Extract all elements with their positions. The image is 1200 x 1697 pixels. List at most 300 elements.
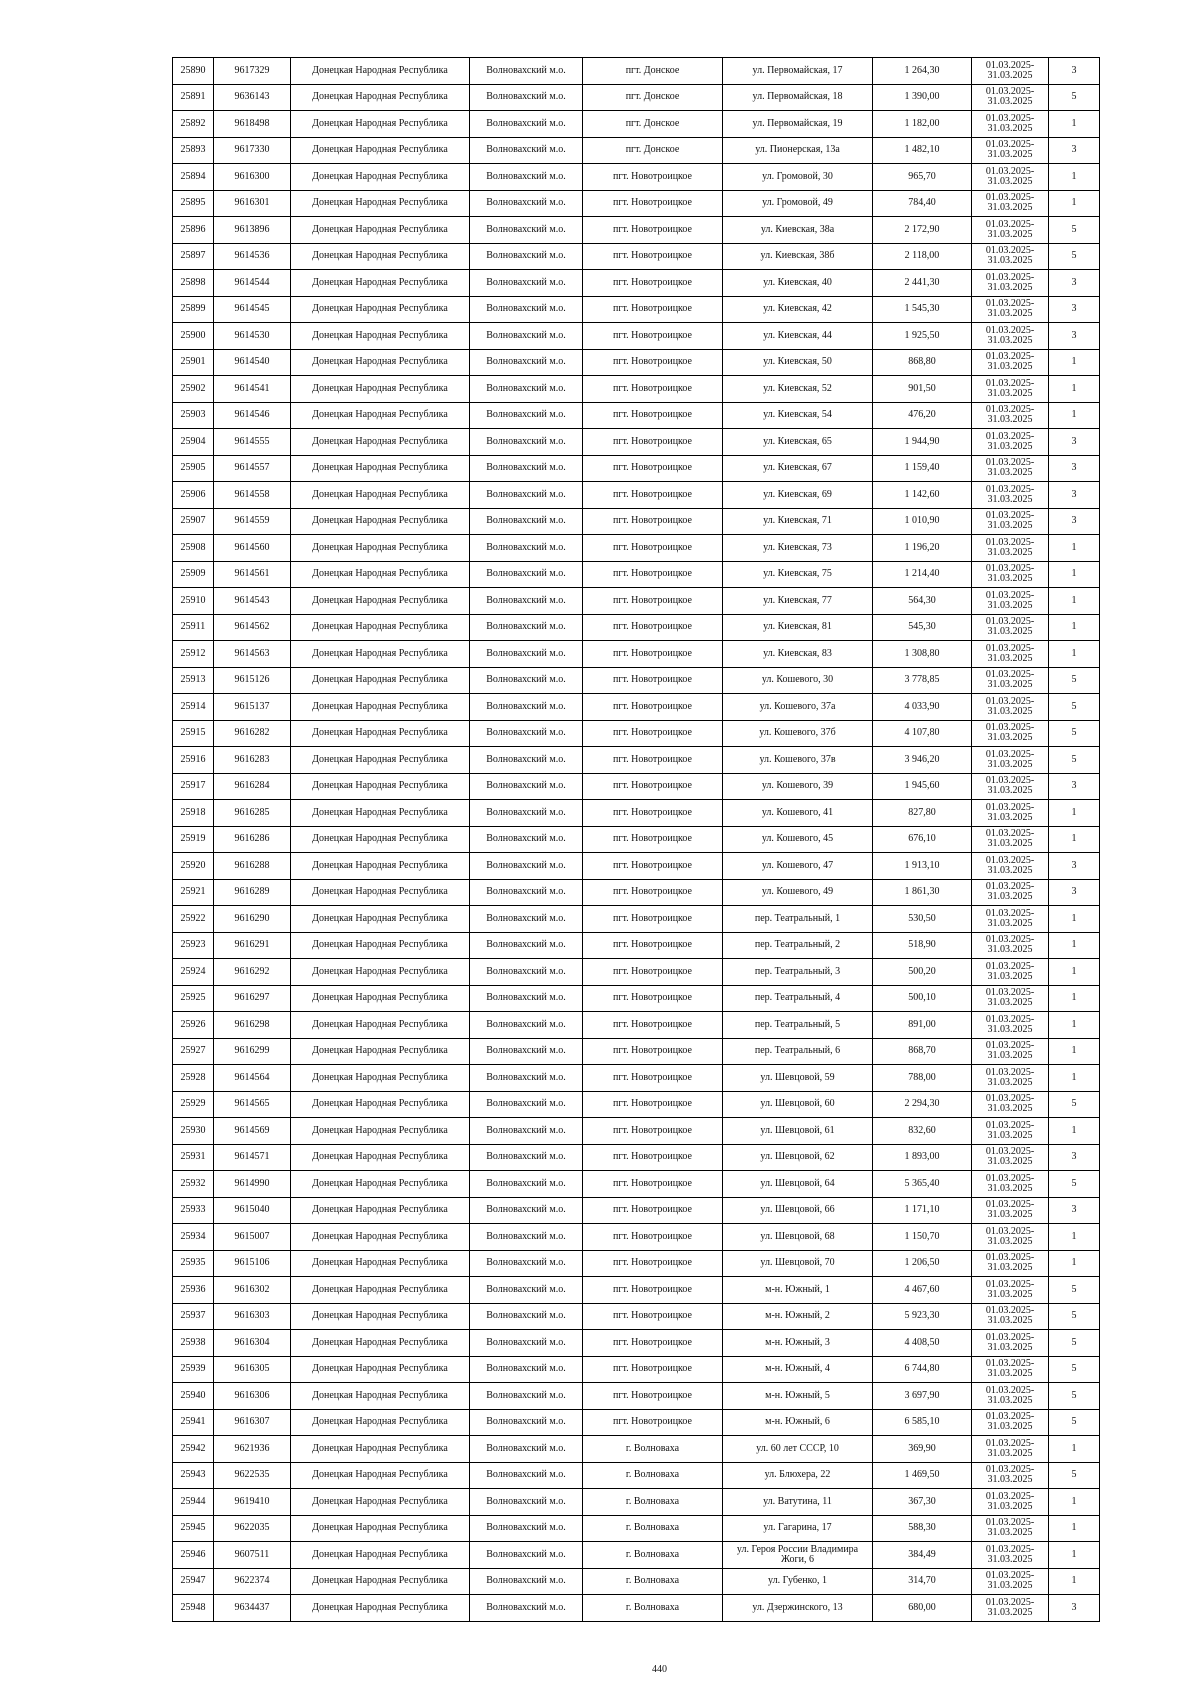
table-body <box>173 58 1100 1622</box>
value-cell: 1 <box>1049 906 1100 933</box>
area-cell: 1 945,60 <box>873 773 972 800</box>
period-cell: 01.03.2025- 31.03.2025 <box>972 402 1049 429</box>
district-cell: Волновахский м.о. <box>470 747 583 774</box>
address-cell: ул. Шевцовой, 66 <box>723 1197 873 1224</box>
area-cell: 1 545,30 <box>873 296 972 323</box>
address-cell: м-н. Южный, 2 <box>723 1303 873 1330</box>
object-code-cell: 9615040 <box>214 1197 291 1224</box>
region-cell: Донецкая Народная Республика <box>291 1356 470 1383</box>
region-cell: Донецкая Народная Республика <box>291 1250 470 1277</box>
address-cell: пер. Театральный, 1 <box>723 906 873 933</box>
region-cell: Донецкая Народная Республика <box>291 535 470 562</box>
region-cell: Донецкая Народная Республика <box>291 800 470 827</box>
object-code-cell: 9622535 <box>214 1462 291 1489</box>
district-cell: Волновахский м.о. <box>470 137 583 164</box>
object-code-cell: 9617329 <box>214 58 291 85</box>
address-cell: ул. Дзержинского, 13 <box>723 1595 873 1622</box>
settlement-cell: пгт. Новотроицкое <box>583 906 723 933</box>
row-number-cell: 25894 <box>173 164 214 191</box>
address-cell: ул. Пионерская, 13а <box>723 137 873 164</box>
table-row <box>173 1303 1100 1330</box>
object-code-cell: 9614571 <box>214 1144 291 1171</box>
district-cell: Волновахский м.о. <box>470 826 583 853</box>
period-cell: 01.03.2025- 31.03.2025 <box>972 217 1049 244</box>
address-cell: ул. Шевцовой, 60 <box>723 1091 873 1118</box>
area-cell: 545,30 <box>873 614 972 641</box>
table-row <box>173 1330 1100 1357</box>
area-cell: 788,00 <box>873 1065 972 1092</box>
object-code-cell: 9616305 <box>214 1356 291 1383</box>
district-cell: Волновахский м.о. <box>470 429 583 456</box>
settlement-cell: пгт. Новотроицкое <box>583 985 723 1012</box>
settlement-cell: пгт. Новотроицкое <box>583 1409 723 1436</box>
table-row <box>173 535 1100 562</box>
area-cell: 476,20 <box>873 402 972 429</box>
settlement-cell: пгт. Новотроицкое <box>583 1144 723 1171</box>
address-cell: м-н. Южный, 1 <box>723 1277 873 1304</box>
address-cell: ул. Шевцовой, 68 <box>723 1224 873 1251</box>
settlement-cell: пгт. Новотроицкое <box>583 455 723 482</box>
value-cell: 1 <box>1049 535 1100 562</box>
region-cell: Донецкая Народная Республика <box>291 84 470 111</box>
region-cell: Донецкая Народная Республика <box>291 1542 470 1569</box>
table-row <box>173 1383 1100 1410</box>
row-number-cell: 25922 <box>173 906 214 933</box>
row-number-cell: 25891 <box>173 84 214 111</box>
row-number-cell: 25932 <box>173 1171 214 1198</box>
address-cell: ул. Шевцовой, 64 <box>723 1171 873 1198</box>
table-row <box>173 747 1100 774</box>
district-cell: Волновахский м.о. <box>470 1568 583 1595</box>
region-cell: Донецкая Народная Республика <box>291 1330 470 1357</box>
period-cell: 01.03.2025- 31.03.2025 <box>972 1171 1049 1198</box>
object-code-cell: 9622035 <box>214 1515 291 1542</box>
row-number-cell: 25895 <box>173 190 214 217</box>
row-number-cell: 25933 <box>173 1197 214 1224</box>
table-row <box>173 959 1100 986</box>
object-code-cell: 9615137 <box>214 694 291 721</box>
value-cell: 1 <box>1049 932 1100 959</box>
area-cell: 676,10 <box>873 826 972 853</box>
settlement-cell: пгт. Новотроицкое <box>583 800 723 827</box>
district-cell: Волновахский м.о. <box>470 84 583 111</box>
district-cell: Волновахский м.о. <box>470 296 583 323</box>
period-cell: 01.03.2025- 31.03.2025 <box>972 1012 1049 1039</box>
table-row <box>173 164 1100 191</box>
object-code-cell: 9614557 <box>214 455 291 482</box>
area-cell: 1 159,40 <box>873 455 972 482</box>
region-cell: Донецкая Народная Республика <box>291 773 470 800</box>
period-cell: 01.03.2025- 31.03.2025 <box>972 190 1049 217</box>
object-code-cell: 9616292 <box>214 959 291 986</box>
table-row <box>173 906 1100 933</box>
settlement-cell: пгт. Новотроицкое <box>583 1356 723 1383</box>
value-cell: 3 <box>1049 270 1100 297</box>
settlement-cell: пгт. Донское <box>583 58 723 85</box>
area-cell: 3 946,20 <box>873 747 972 774</box>
area-cell: 1 893,00 <box>873 1144 972 1171</box>
object-code-cell: 9616301 <box>214 190 291 217</box>
region-cell: Донецкая Народная Республика <box>291 1065 470 1092</box>
period-cell: 01.03.2025- 31.03.2025 <box>972 270 1049 297</box>
object-code-cell: 9616302 <box>214 1277 291 1304</box>
table-row <box>173 270 1100 297</box>
row-number-cell: 25942 <box>173 1436 214 1463</box>
value-cell: 3 <box>1049 137 1100 164</box>
object-code-cell: 9616282 <box>214 720 291 747</box>
value-cell: 3 <box>1049 879 1100 906</box>
district-cell: Волновахский м.о. <box>470 1330 583 1357</box>
district-cell: Волновахский м.о. <box>470 217 583 244</box>
settlement-cell: пгт. Новотроицкое <box>583 1277 723 1304</box>
table-row <box>173 402 1100 429</box>
period-cell: 01.03.2025- 31.03.2025 <box>972 296 1049 323</box>
region-cell: Донецкая Народная Республика <box>291 1012 470 1039</box>
object-code-cell: 9616304 <box>214 1330 291 1357</box>
value-cell: 3 <box>1049 323 1100 350</box>
period-cell: 01.03.2025- 31.03.2025 <box>972 906 1049 933</box>
area-cell: 1 390,00 <box>873 84 972 111</box>
table-row <box>173 932 1100 959</box>
area-cell: 1 196,20 <box>873 535 972 562</box>
region-cell: Донецкая Народная Республика <box>291 1224 470 1251</box>
address-cell: пер. Театральный, 4 <box>723 985 873 1012</box>
area-cell: 2 441,30 <box>873 270 972 297</box>
area-cell: 965,70 <box>873 164 972 191</box>
address-cell: ул. Кошевого, 30 <box>723 667 873 694</box>
address-cell: ул. Кошевого, 37в <box>723 747 873 774</box>
object-code-cell: 9616283 <box>214 747 291 774</box>
area-cell: 868,70 <box>873 1038 972 1065</box>
object-code-cell: 9622374 <box>214 1568 291 1595</box>
region-cell: Донецкая Народная Республика <box>291 641 470 668</box>
address-cell: ул. Губенко, 1 <box>723 1568 873 1595</box>
table-row <box>173 985 1100 1012</box>
object-code-cell: 9616307 <box>214 1409 291 1436</box>
settlement-cell: пгт. Новотроицкое <box>583 959 723 986</box>
table-row <box>173 879 1100 906</box>
district-cell: Волновахский м.о. <box>470 959 583 986</box>
value-cell: 1 <box>1049 1436 1100 1463</box>
object-code-cell: 9616290 <box>214 906 291 933</box>
region-cell: Донецкая Народная Республика <box>291 720 470 747</box>
value-cell: 1 <box>1049 1118 1100 1145</box>
region-cell: Донецкая Народная Республика <box>291 561 470 588</box>
period-cell: 01.03.2025- 31.03.2025 <box>972 1065 1049 1092</box>
value-cell: 5 <box>1049 1277 1100 1304</box>
object-code-cell: 9621936 <box>214 1436 291 1463</box>
address-cell: ул. Киевская, 52 <box>723 376 873 403</box>
row-number-cell: 25944 <box>173 1489 214 1516</box>
district-cell: Волновахский м.о. <box>470 190 583 217</box>
address-cell: ул. Киевская, 44 <box>723 323 873 350</box>
region-cell: Донецкая Народная Республика <box>291 349 470 376</box>
settlement-cell: пгт. Новотроицкое <box>583 641 723 668</box>
row-number-cell: 25914 <box>173 694 214 721</box>
district-cell: Волновахский м.о. <box>470 694 583 721</box>
settlement-cell: пгт. Новотроицкое <box>583 376 723 403</box>
district-cell: Волновахский м.о. <box>470 1197 583 1224</box>
table-row <box>173 1091 1100 1118</box>
area-cell: 500,10 <box>873 985 972 1012</box>
settlement-cell: пгт. Новотроицкое <box>583 1038 723 1065</box>
district-cell: Волновахский м.о. <box>470 270 583 297</box>
period-cell: 01.03.2025- 31.03.2025 <box>972 1568 1049 1595</box>
district-cell: Волновахский м.о. <box>470 1462 583 1489</box>
value-cell: 1 <box>1049 1224 1100 1251</box>
address-cell: ул. Кошевого, 39 <box>723 773 873 800</box>
region-cell: Донецкая Народная Республика <box>291 906 470 933</box>
settlement-cell: пгт. Новотроицкое <box>583 349 723 376</box>
value-cell: 1 <box>1049 561 1100 588</box>
period-cell: 01.03.2025- 31.03.2025 <box>972 137 1049 164</box>
row-number-cell: 25934 <box>173 1224 214 1251</box>
period-cell: 01.03.2025- 31.03.2025 <box>972 1409 1049 1436</box>
region-cell: Донецкая Народная Республика <box>291 58 470 85</box>
region-cell: Донецкая Народная Республика <box>291 455 470 482</box>
value-cell: 1 <box>1049 641 1100 668</box>
settlement-cell: пгт. Новотроицкое <box>583 826 723 853</box>
table-row <box>173 190 1100 217</box>
table-row <box>173 853 1100 880</box>
area-cell: 827,80 <box>873 800 972 827</box>
row-number-cell: 25896 <box>173 217 214 244</box>
region-cell: Донецкая Народная Республика <box>291 217 470 244</box>
object-code-cell: 9614990 <box>214 1171 291 1198</box>
value-cell: 1 <box>1049 614 1100 641</box>
district-cell: Волновахский м.о. <box>470 111 583 138</box>
area-cell: 1 150,70 <box>873 1224 972 1251</box>
row-number-cell: 25918 <box>173 800 214 827</box>
table-row <box>173 1568 1100 1595</box>
district-cell: Волновахский м.о. <box>470 455 583 482</box>
table-row <box>173 641 1100 668</box>
value-cell: 1 <box>1049 1542 1100 1569</box>
district-cell: Волновахский м.о. <box>470 323 583 350</box>
row-number-cell: 25902 <box>173 376 214 403</box>
area-cell: 1 142,60 <box>873 482 972 509</box>
row-number-cell: 25924 <box>173 959 214 986</box>
row-number-cell: 25937 <box>173 1303 214 1330</box>
object-code-cell: 9616288 <box>214 853 291 880</box>
address-cell: ул. Киевская, 65 <box>723 429 873 456</box>
district-cell: Волновахский м.о. <box>470 614 583 641</box>
row-number-cell: 25900 <box>173 323 214 350</box>
table-row <box>173 455 1100 482</box>
region-cell: Донецкая Народная Республика <box>291 614 470 641</box>
object-code-cell: 9614544 <box>214 270 291 297</box>
table-row <box>173 1436 1100 1463</box>
area-cell: 6 744,80 <box>873 1356 972 1383</box>
period-cell: 01.03.2025- 31.03.2025 <box>972 508 1049 535</box>
value-cell: 3 <box>1049 1595 1100 1622</box>
row-number-cell: 25913 <box>173 667 214 694</box>
region-cell: Донецкая Народная Республика <box>291 1197 470 1224</box>
object-code-cell: 9613896 <box>214 217 291 244</box>
period-cell: 01.03.2025- 31.03.2025 <box>972 800 1049 827</box>
table-row <box>173 1012 1100 1039</box>
region-cell: Донецкая Народная Республика <box>291 482 470 509</box>
district-cell: Волновахский м.о. <box>470 1038 583 1065</box>
settlement-cell: пгт. Новотроицкое <box>583 667 723 694</box>
row-number-cell: 25908 <box>173 535 214 562</box>
district-cell: Волновахский м.о. <box>470 1489 583 1516</box>
area-cell: 1 925,50 <box>873 323 972 350</box>
area-cell: 4 107,80 <box>873 720 972 747</box>
district-cell: Волновахский м.о. <box>470 588 583 615</box>
address-cell: ул. Киевская, 38а <box>723 217 873 244</box>
area-cell: 518,90 <box>873 932 972 959</box>
address-cell: ул. Гагарина, 17 <box>723 1515 873 1542</box>
object-code-cell: 9614563 <box>214 641 291 668</box>
settlement-cell: пгт. Донское <box>583 111 723 138</box>
district-cell: Волновахский м.о. <box>470 800 583 827</box>
region-cell: Донецкая Народная Республика <box>291 853 470 880</box>
value-cell: 1 <box>1049 588 1100 615</box>
settlement-cell: пгт. Новотроицкое <box>583 694 723 721</box>
district-cell: Волновахский м.о. <box>470 773 583 800</box>
row-number-cell: 25927 <box>173 1038 214 1065</box>
table-row <box>173 1224 1100 1251</box>
settlement-cell: пгт. Новотроицкое <box>583 535 723 562</box>
district-cell: Волновахский м.о. <box>470 1144 583 1171</box>
address-cell: ул. Ватутина, 11 <box>723 1489 873 1516</box>
period-cell: 01.03.2025- 31.03.2025 <box>972 1356 1049 1383</box>
period-cell: 01.03.2025- 31.03.2025 <box>972 614 1049 641</box>
settlement-cell: пгт. Новотроицкое <box>583 1091 723 1118</box>
area-cell: 4 467,60 <box>873 1277 972 1304</box>
table-row <box>173 614 1100 641</box>
area-cell: 5 923,30 <box>873 1303 972 1330</box>
row-number-cell: 25910 <box>173 588 214 615</box>
value-cell: 5 <box>1049 694 1100 721</box>
value-cell: 3 <box>1049 1144 1100 1171</box>
period-cell: 01.03.2025- 31.03.2025 <box>972 959 1049 986</box>
district-cell: Волновахский м.о. <box>470 1409 583 1436</box>
value-cell: 1 <box>1049 1065 1100 1092</box>
settlement-cell: пгт. Новотроицкое <box>583 614 723 641</box>
value-cell: 1 <box>1049 959 1100 986</box>
region-cell: Донецкая Народная Республика <box>291 1515 470 1542</box>
period-cell: 01.03.2025- 31.03.2025 <box>972 773 1049 800</box>
area-cell: 3 778,85 <box>873 667 972 694</box>
period-cell: 01.03.2025- 31.03.2025 <box>972 747 1049 774</box>
settlement-cell: г. Волноваха <box>583 1542 723 1569</box>
row-number-cell: 25890 <box>173 58 214 85</box>
object-code-cell: 9636143 <box>214 84 291 111</box>
period-cell: 01.03.2025- 31.03.2025 <box>972 588 1049 615</box>
object-code-cell: 9614540 <box>214 349 291 376</box>
region-cell: Донецкая Народная Республика <box>291 164 470 191</box>
object-code-cell: 9614541 <box>214 376 291 403</box>
settlement-cell: пгт. Новотроицкое <box>583 1224 723 1251</box>
value-cell: 3 <box>1049 853 1100 880</box>
region-cell: Донецкая Народная Республика <box>291 1277 470 1304</box>
period-cell: 01.03.2025- 31.03.2025 <box>972 1197 1049 1224</box>
area-cell: 1 469,50 <box>873 1462 972 1489</box>
district-cell: Волновахский м.о. <box>470 667 583 694</box>
address-cell: ул. Киевская, 38б <box>723 243 873 270</box>
table-row <box>173 1171 1100 1198</box>
area-cell: 530,50 <box>873 906 972 933</box>
settlement-cell: пгт. Новотроицкое <box>583 429 723 456</box>
settlement-cell: г. Волноваха <box>583 1595 723 1622</box>
settlement-cell: г. Волноваха <box>583 1515 723 1542</box>
table-row <box>173 694 1100 721</box>
object-code-cell: 9616285 <box>214 800 291 827</box>
period-cell: 01.03.2025- 31.03.2025 <box>972 1542 1049 1569</box>
district-cell: Волновахский м.о. <box>470 535 583 562</box>
object-code-cell: 9614536 <box>214 243 291 270</box>
area-cell: 564,30 <box>873 588 972 615</box>
object-code-cell: 9617330 <box>214 137 291 164</box>
district-cell: Волновахский м.о. <box>470 376 583 403</box>
period-cell: 01.03.2025- 31.03.2025 <box>972 1224 1049 1251</box>
row-number-cell: 25912 <box>173 641 214 668</box>
value-cell: 5 <box>1049 720 1100 747</box>
object-code-cell: 9614560 <box>214 535 291 562</box>
object-code-cell: 9616284 <box>214 773 291 800</box>
region-cell: Донецкая Народная Республика <box>291 1436 470 1463</box>
row-number-cell: 25909 <box>173 561 214 588</box>
district-cell: Волновахский м.о. <box>470 1436 583 1463</box>
region-cell: Донецкая Народная Республика <box>291 1595 470 1622</box>
row-number-cell: 25928 <box>173 1065 214 1092</box>
object-code-cell: 9616298 <box>214 1012 291 1039</box>
object-code-cell: 9619410 <box>214 1489 291 1516</box>
district-cell: Волновахский м.о. <box>470 1303 583 1330</box>
row-number-cell: 25948 <box>173 1595 214 1622</box>
table-row <box>173 1118 1100 1145</box>
area-cell: 1 944,90 <box>873 429 972 456</box>
value-cell: 5 <box>1049 1462 1100 1489</box>
address-cell: ул. Киевская, 81 <box>723 614 873 641</box>
area-cell: 1 913,10 <box>873 853 972 880</box>
area-cell: 3 697,90 <box>873 1383 972 1410</box>
district-cell: Волновахский м.о. <box>470 1542 583 1569</box>
settlement-cell: пгт. Новотроицкое <box>583 402 723 429</box>
value-cell: 1 <box>1049 402 1100 429</box>
address-cell: ул. Героя России Владимира Жоги, 6 <box>723 1542 873 1569</box>
table-row <box>173 349 1100 376</box>
value-cell: 1 <box>1049 1568 1100 1595</box>
area-cell: 784,40 <box>873 190 972 217</box>
address-cell: м-н. Южный, 6 <box>723 1409 873 1436</box>
object-code-cell: 9614564 <box>214 1065 291 1092</box>
region-cell: Донецкая Народная Республика <box>291 667 470 694</box>
object-code-cell: 9614558 <box>214 482 291 509</box>
address-cell: ул. Киевская, 75 <box>723 561 873 588</box>
region-cell: Донецкая Народная Республика <box>291 1038 470 1065</box>
settlement-cell: пгт. Новотроицкое <box>583 1303 723 1330</box>
period-cell: 01.03.2025- 31.03.2025 <box>972 1595 1049 1622</box>
settlement-cell: пгт. Новотроицкое <box>583 773 723 800</box>
settlement-cell: пгт. Новотроицкое <box>583 1250 723 1277</box>
district-cell: Волновахский м.о. <box>470 1171 583 1198</box>
period-cell: 01.03.2025- 31.03.2025 <box>972 429 1049 456</box>
table-row <box>173 1277 1100 1304</box>
value-cell: 5 <box>1049 747 1100 774</box>
settlement-cell: пгт. Новотроицкое <box>583 1383 723 1410</box>
district-cell: Волновахский м.о. <box>470 58 583 85</box>
region-cell: Донецкая Народная Республика <box>291 985 470 1012</box>
period-cell: 01.03.2025- 31.03.2025 <box>972 1250 1049 1277</box>
region-cell: Донецкая Народная Республика <box>291 270 470 297</box>
address-cell: пер. Театральный, 5 <box>723 1012 873 1039</box>
area-cell: 868,80 <box>873 349 972 376</box>
area-cell: 2 118,00 <box>873 243 972 270</box>
area-cell: 1 214,40 <box>873 561 972 588</box>
